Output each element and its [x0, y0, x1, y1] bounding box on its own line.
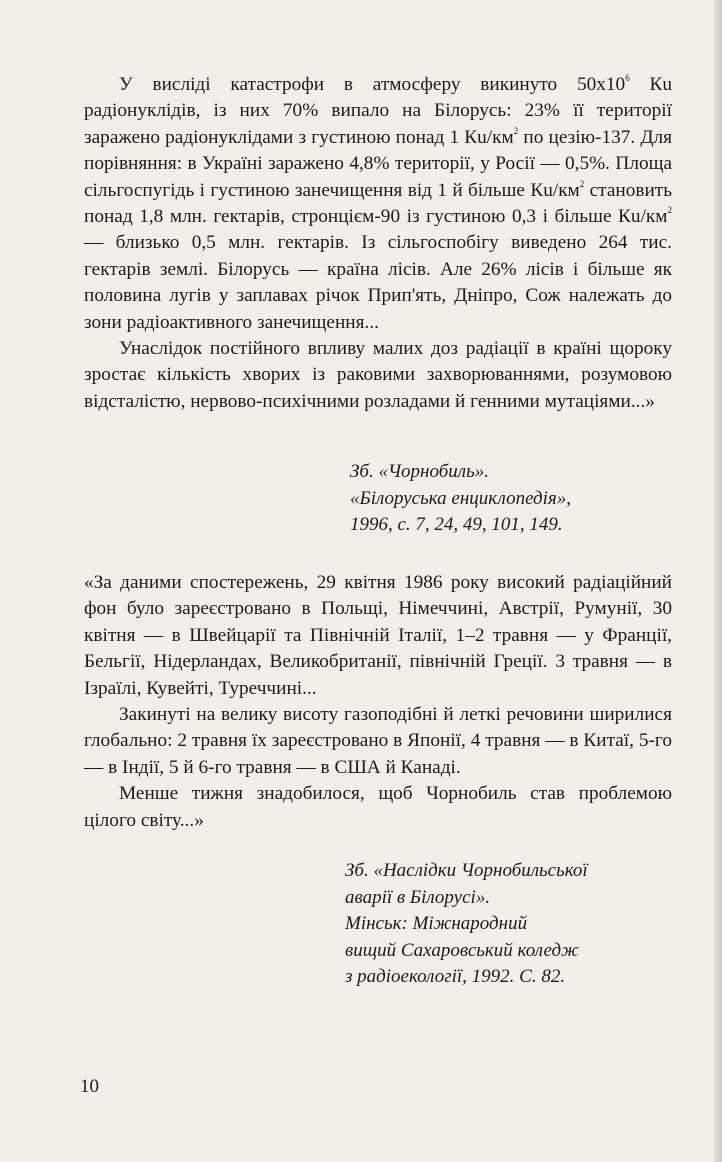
quote-belarus — [84, 72, 672, 415]
citation-sakharov-college — [345, 858, 588, 991]
paragraph: Менше тижня знадобилося, щоб Чорнобиль став проблемою цілого світу...» — [84, 783, 672, 831]
paragraph: Унаслідок постійного впливу малих доз радіації в країні щороку зростає кількість хворих із раковими захворюваннями, розумовою відсталістю, нервово-психічними розладами й генними мутаціями...» — [84, 338, 672, 412]
page-number: 10 — [80, 1076, 99, 1097]
quote-global-spread — [84, 570, 672, 834]
citation-line: «Білоруська енциклопедія», — [350, 487, 572, 509]
book-spine-edge — [714, 0, 722, 1162]
citation-line: з радіоекології, 1992. С. 82. — [345, 966, 566, 987]
paragraph: Закинуті на велику висоту газоподібні й леткі речовини ширилися глобально: 2 травня їх зареєстровано в Японії, 4 травня — в Китаї, 5-го — в Індії, 5 й 6-го травня — в США й Канаді. — [84, 704, 672, 778]
paragraph: У висліді катастрофи в атмосферу викинуто $50х10^6$ Кu радіонуклідів, із них 70% випало на Білорусь: 23% її території заражено радіонуклідами з густиною понад 1 $Кu/км^2$ по цезію-137. Для порівняння: в Україні заражено 4,8% території, у Росії — 0,5%. Площа сільгоспугідь і густиною занечищення від 1 й більше $Кu/км^2$ становить понад 1,8 млн. гектарів, стронцієм-90 із густиною 0,3 і більше $Кu/км^2$ — близько 0,5 млн. гектарів. Із сільгоспобігу виведено 264 тис. гектарів землі. Білорусь — країна лісів. Але 26% лісів і більше як половина лугів у заплавах річок Прип'ять, Дніпро, Сож належать до зони радіоактивного занечищення... — [84, 73, 673, 333]
paragraph: «За даними спостережень, 29 квітня 1986 року високий радіаційний фон було зареєстровано в Польщі, Німеччині, Австрії, Румунії, 30 квітня — в Швейцарії та Північній Італії, 1–2 травня — у Франції, Бельгії, Нідерландах, Великобританії, північній Греції. 3 травня — в Ізраїлі, Кувейті, Туреччині... — [84, 572, 672, 699]
citation-line: 1996, с. 7, 24, 49, 101, 149. — [350, 514, 563, 535]
citation-line: аварії в Білорусі». — [345, 886, 491, 908]
citation-line: Мінськ: Міжнародний — [345, 913, 528, 934]
citation-line: Зб. «Чорнобиль». — [350, 461, 489, 482]
citation-line: Зб. «Наслідки Чорнобильської — [345, 860, 588, 881]
citation-chernobyl-encyclopedia — [350, 459, 571, 539]
citation-line: вищий Сахаровський коледж — [345, 939, 579, 961]
